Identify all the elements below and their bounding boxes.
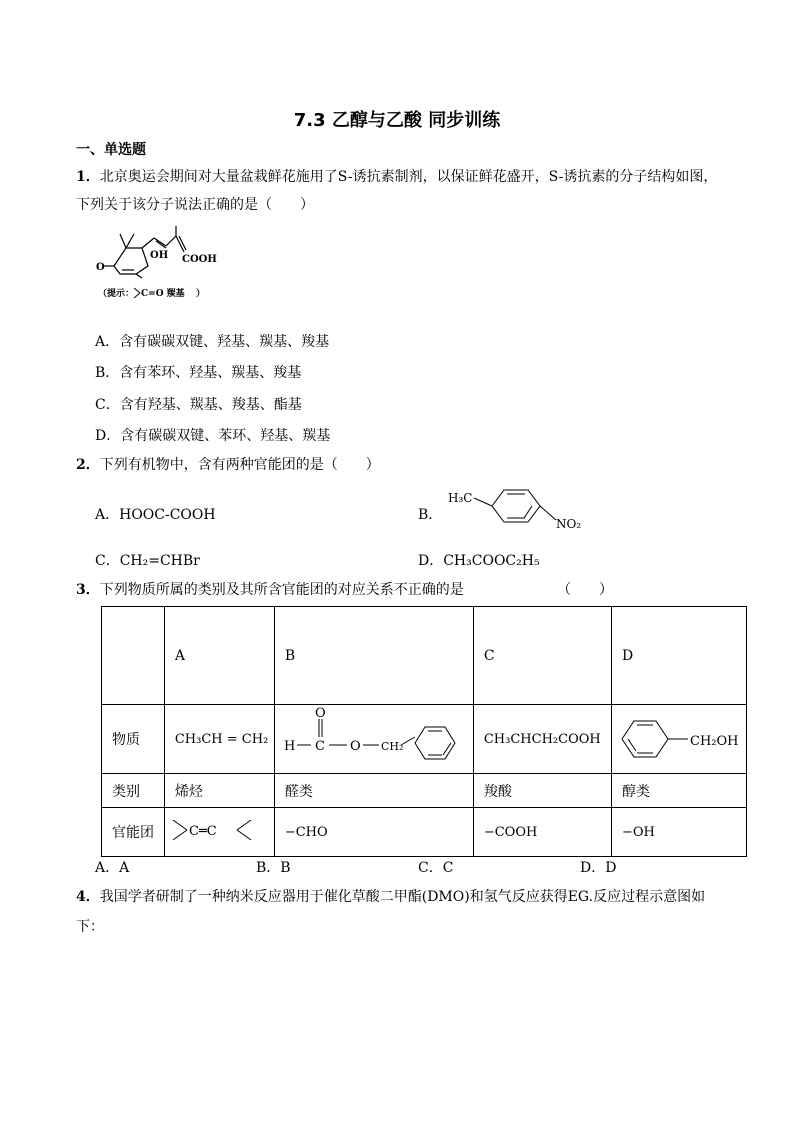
question-number: 4． bbox=[76, 889, 100, 905]
q3-option-a[interactable]: A．A bbox=[95, 860, 130, 876]
oh-label: OH bbox=[150, 250, 169, 261]
q2-option-c[interactable]: C．CH₂=CHBr bbox=[95, 553, 200, 569]
q2-option-a[interactable]: A．HOOC-COOH bbox=[95, 507, 216, 523]
question-3 bbox=[76, 580, 464, 600]
row-label: 物质 bbox=[102, 705, 165, 774]
table-header-row bbox=[102, 607, 747, 705]
b-h-label: H bbox=[283, 739, 296, 754]
page-title: 7.3 乙醇与乙酸 同步训练 bbox=[293, 110, 501, 131]
table-row-substance bbox=[102, 705, 747, 774]
substance-b bbox=[274, 705, 473, 774]
molecule-figure bbox=[96, 222, 222, 300]
alkene-group-label: C═C bbox=[188, 824, 217, 839]
table-header-a: A bbox=[164, 607, 274, 705]
q2-option-d[interactable]: D．CH₃COOC₂H₅ bbox=[418, 553, 540, 569]
b-c-label: C bbox=[314, 739, 325, 754]
b-o-top-label: O bbox=[314, 706, 326, 721]
d-ch2oh-label: CH₂OH bbox=[689, 734, 739, 749]
group-d: −OH bbox=[611, 808, 746, 857]
question-1-line1 bbox=[76, 167, 717, 187]
category-d: 醇类 bbox=[611, 774, 746, 808]
table-header-d: D bbox=[611, 607, 746, 705]
hint-end: ） bbox=[196, 289, 206, 299]
alkene-group-structure bbox=[165, 808, 274, 852]
question-number: 3． bbox=[76, 582, 100, 598]
question-text: 我国学者研制了一种纳米反应器用于催化草酸二甲酯(DMO)和氢气反应获得EG.反应过程示意图如 bbox=[99, 889, 706, 905]
no2-label: NO₂ bbox=[556, 517, 582, 531]
table-row-group bbox=[102, 808, 747, 857]
classification-table bbox=[101, 606, 747, 857]
b-ch2-label: CH₂ bbox=[380, 740, 404, 753]
q3-option-b[interactable]: B．B bbox=[256, 860, 291, 876]
group-b: −CHO bbox=[274, 808, 473, 857]
oxygen-label: O bbox=[96, 262, 105, 273]
answer-paren: （ ） bbox=[557, 582, 613, 598]
question-text: 下列物质所属的类别及其所含官能团的对应关系不正确的是 bbox=[99, 582, 464, 598]
row-label: 官能团 bbox=[102, 808, 165, 857]
substance-a: CH₃CH = CH₂ bbox=[164, 705, 274, 774]
substance-d bbox=[611, 705, 746, 774]
question-1-line2: 下列关于该分子说法正确的是（ ） bbox=[76, 197, 314, 213]
question-4-line1 bbox=[76, 887, 705, 907]
cooh-label: COOH bbox=[182, 254, 217, 265]
q1-option-d[interactable]: D．含有碳碳双键、苯环、羟基、羰基 bbox=[95, 428, 331, 444]
q2-option-b[interactable]: B． bbox=[418, 507, 443, 523]
table-header-c: C bbox=[473, 607, 611, 705]
section-heading: 一、单选题 bbox=[76, 142, 146, 158]
question-2 bbox=[76, 455, 380, 475]
q1-option-a[interactable]: A．含有碳碳双键、羟基、羰基、羧基 bbox=[95, 334, 330, 350]
question-text: 下列有机物中，含有两种官能团的是（ ） bbox=[99, 457, 380, 473]
table-corner bbox=[102, 607, 165, 705]
table-row-category bbox=[102, 774, 747, 808]
question-4-line2: 下： bbox=[76, 919, 104, 935]
hint-group: C=O 羰基 bbox=[141, 289, 185, 299]
substance-c: CH₃CHCH₂COOH bbox=[473, 705, 611, 774]
q3-option-d[interactable]: D．D bbox=[580, 860, 617, 876]
question-number: 2． bbox=[76, 457, 100, 473]
category-c: 羧酸 bbox=[473, 774, 611, 808]
question-number: 1． bbox=[76, 169, 100, 185]
table-header-b: B bbox=[274, 607, 473, 705]
benzyl-alcohol-structure bbox=[612, 705, 746, 769]
category-b: 醛类 bbox=[274, 774, 473, 808]
nitrotoluene-structure bbox=[444, 484, 584, 534]
b-o-label: O bbox=[349, 739, 361, 754]
q1-option-c[interactable]: C．含有羟基、羰基、羧基、酯基 bbox=[95, 397, 302, 413]
question-text: 北京奥运会期间对大量盆栽鲜花施用了S-诱抗素制剂，以保证鲜花盛开，S-诱抗素的分子结构如图， bbox=[99, 169, 718, 185]
h3c-label: H₃C bbox=[448, 491, 473, 505]
hint-text: （提示： bbox=[98, 289, 135, 299]
group-c: −COOH bbox=[473, 808, 611, 857]
group-a bbox=[164, 808, 274, 857]
benzyl-formate-structure bbox=[275, 705, 473, 769]
q3-option-c[interactable]: C．C bbox=[418, 860, 454, 876]
category-a: 烯烃 bbox=[164, 774, 274, 808]
row-label: 类别 bbox=[102, 774, 165, 808]
q1-option-b[interactable]: B．含有苯环、羟基、羰基、羧基 bbox=[95, 365, 302, 381]
